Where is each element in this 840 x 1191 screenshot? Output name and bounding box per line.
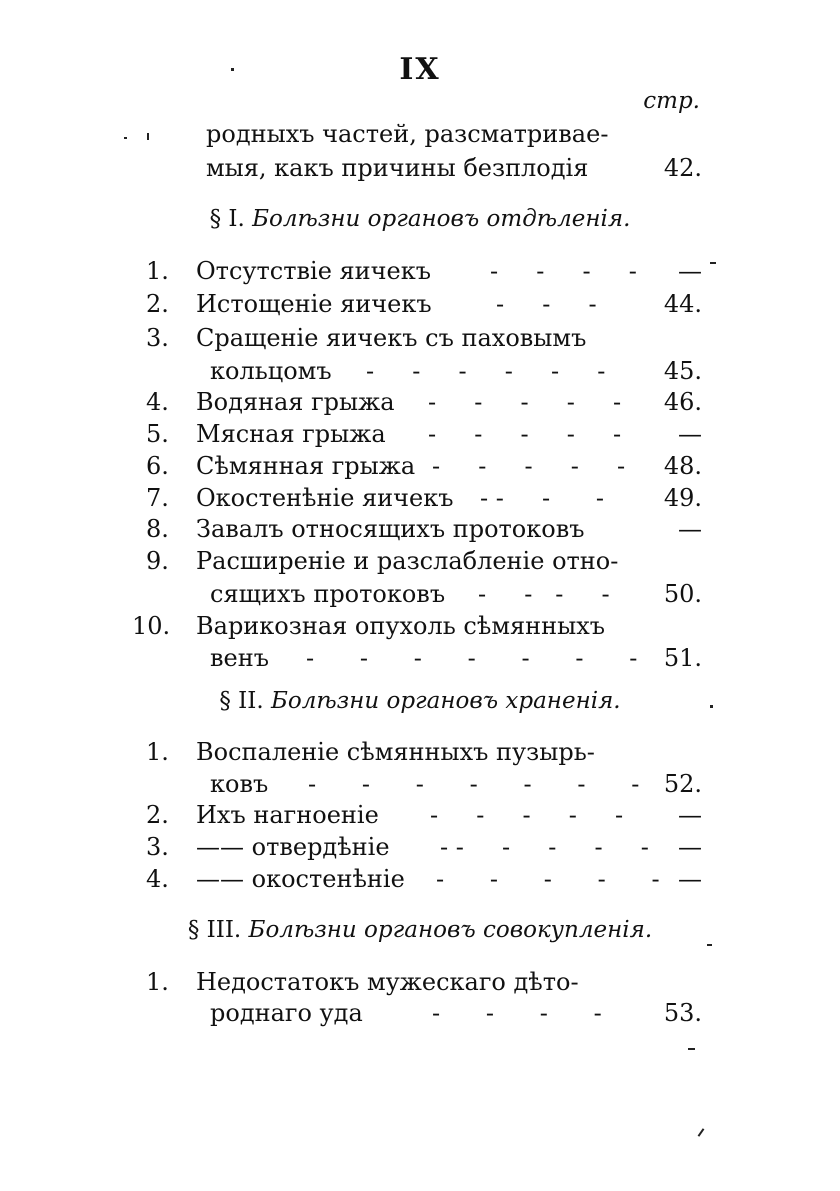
entry-page-number: — bbox=[678, 420, 702, 448]
scan-speck bbox=[124, 137, 127, 139]
toc-entry bbox=[0, 735, 840, 769]
entry-text-line: Истощеніе яичекъ bbox=[196, 290, 432, 318]
section-heading-1 bbox=[0, 206, 840, 232]
scan-speck bbox=[688, 1048, 695, 1050]
entry-number: 2. bbox=[146, 290, 169, 318]
entry-text-line: Варикозная опухоль сѣмянныхъ bbox=[196, 612, 606, 640]
dot-leader: - - - - bbox=[478, 580, 610, 608]
dot-leader: - - - - - bbox=[428, 420, 622, 448]
toc-entry bbox=[0, 609, 840, 643]
entry-number: 7. bbox=[146, 484, 169, 512]
dot-leader: - - - bbox=[496, 290, 597, 318]
scan-speck bbox=[710, 705, 713, 708]
entry-text-line: Мясная грыжа bbox=[196, 420, 386, 448]
section-title: Болѣзни органовъ храненія. bbox=[270, 688, 621, 714]
entry-page-number: 42. bbox=[663, 154, 702, 182]
toc-entry bbox=[0, 544, 840, 578]
toc-entry bbox=[0, 385, 840, 419]
toc-entry bbox=[0, 512, 840, 546]
entry-number: 1. bbox=[146, 257, 169, 285]
scan-speck bbox=[707, 944, 712, 946]
dot-leader: - - - - - bbox=[430, 801, 624, 829]
entry-number: 2. bbox=[146, 801, 169, 829]
toc-entry bbox=[0, 254, 840, 288]
entry-page-number: 48. bbox=[663, 452, 702, 480]
section-mark: § III. bbox=[187, 917, 242, 943]
toc-entry-continuation bbox=[0, 767, 840, 801]
entry-number: 5. bbox=[146, 420, 169, 448]
toc-entry-continuation bbox=[0, 641, 840, 675]
entry-text-line: Недостатокъ мужескаго дѣто- bbox=[196, 968, 579, 996]
entry-number: 8. bbox=[146, 515, 169, 543]
dot-leader: - - - - - - bbox=[366, 357, 606, 385]
toc-entry bbox=[0, 417, 840, 451]
entry-number: 4. bbox=[146, 865, 169, 893]
entry-text-line: Завалъ относящихъ протоковъ bbox=[196, 515, 585, 543]
entry-page-number: — bbox=[678, 257, 702, 285]
entry-text-line: Окостенѣніе яичекъ bbox=[196, 484, 454, 512]
entry-number: 1. bbox=[146, 968, 169, 996]
entry-text-line: мыя, какъ причины безплодія bbox=[206, 154, 589, 182]
scan-speck bbox=[710, 262, 716, 264]
entry-text-line: —— отвердѣніе bbox=[196, 833, 390, 861]
dot-leader: - - - - - bbox=[436, 865, 660, 893]
entry-page-number: — bbox=[678, 833, 702, 861]
toc-entry-continuation bbox=[0, 577, 840, 611]
entry-number: 4. bbox=[146, 388, 169, 416]
entry-page-number: — bbox=[678, 515, 702, 543]
entry-page-number: 49. bbox=[663, 484, 702, 512]
section-heading-3 bbox=[0, 917, 840, 943]
entry-page-number: 53. bbox=[663, 999, 702, 1027]
entry-text-line: сящихъ протоковъ bbox=[210, 580, 446, 608]
toc-entry bbox=[0, 321, 840, 355]
page-column-label: стр. bbox=[643, 88, 700, 114]
dot-leader: - - - - - - bbox=[440, 833, 649, 861]
entry-text-line: Воспаленіе сѣмянныхъ пузырь- bbox=[196, 738, 595, 766]
toc-entry bbox=[0, 830, 840, 864]
toc-entry bbox=[0, 287, 840, 321]
entry-number: 1. bbox=[146, 738, 169, 766]
toc-entry-continuation bbox=[0, 354, 840, 388]
section-mark: § I. bbox=[209, 206, 245, 232]
dot-leader: - - - - - - - bbox=[308, 770, 640, 798]
entry-page-number: — bbox=[678, 865, 702, 893]
entry-text-line: Сращеніе яичекъ съ паховымъ bbox=[196, 324, 587, 352]
entry-page-number: 51. bbox=[663, 644, 702, 672]
section-mark: § II. bbox=[219, 688, 264, 714]
toc-entry bbox=[0, 481, 840, 515]
dot-leader: - - - - - - - bbox=[306, 644, 638, 672]
entry-page-number: 45. bbox=[663, 357, 702, 385]
entry-text-line: Расширеніе и разслабленіе отно- bbox=[196, 547, 619, 575]
toc-entry bbox=[0, 862, 840, 896]
dot-leader: - - - - bbox=[432, 999, 602, 1027]
entry-number: 3. bbox=[146, 324, 169, 352]
toc-entry-continuation bbox=[0, 996, 840, 1030]
entry-number: 6. bbox=[146, 452, 169, 480]
page-number: IX bbox=[399, 52, 441, 87]
toc-entry bbox=[0, 449, 840, 483]
dot-leader: - - - - bbox=[480, 484, 604, 512]
entry-page-number: 44. bbox=[663, 290, 702, 318]
entry-number: 3. bbox=[146, 833, 169, 861]
dot-leader: - - - - - bbox=[428, 388, 622, 416]
toc-entry bbox=[0, 965, 840, 999]
scan-speck bbox=[698, 1128, 705, 1137]
entry-text-line: Водяная грыжа bbox=[196, 388, 395, 416]
section-title: Болѣзни органовъ отдѣленія. bbox=[252, 206, 631, 232]
entry-number: 10. bbox=[132, 612, 171, 640]
scan-speck bbox=[147, 133, 149, 140]
entry-page-number: 46. bbox=[663, 388, 702, 416]
section-title: Болѣзни органовъ совокупленія. bbox=[248, 917, 653, 943]
section-heading-2 bbox=[0, 688, 840, 714]
dot-leader: - - - - bbox=[490, 257, 637, 285]
entry-text-line: венъ bbox=[210, 644, 269, 672]
entry-text-line: Отсутствіе яичекъ bbox=[196, 257, 432, 285]
dot-leader: - - - - - bbox=[432, 452, 626, 480]
entry-text-line: роднаго уда bbox=[210, 999, 363, 1027]
toc-entry bbox=[0, 798, 840, 832]
entry-text-line: кольцомъ bbox=[210, 357, 332, 385]
entry-text-line: Сѣмянная грыжа bbox=[196, 452, 416, 480]
entry-text-line: —— окостенѣніе bbox=[196, 865, 405, 893]
scan-speck bbox=[231, 68, 234, 71]
entry-page-number: 52. bbox=[663, 770, 702, 798]
entry-page-number: — bbox=[678, 801, 702, 829]
entry-text-line: ковъ bbox=[210, 770, 269, 798]
entry-text-line: Ихъ нагноеніе bbox=[196, 801, 379, 829]
entry-page-number: 50. bbox=[663, 580, 702, 608]
entry-text-line: родныхъ частей, разсматривае- bbox=[206, 120, 609, 148]
entry-number: 9. bbox=[146, 547, 169, 575]
